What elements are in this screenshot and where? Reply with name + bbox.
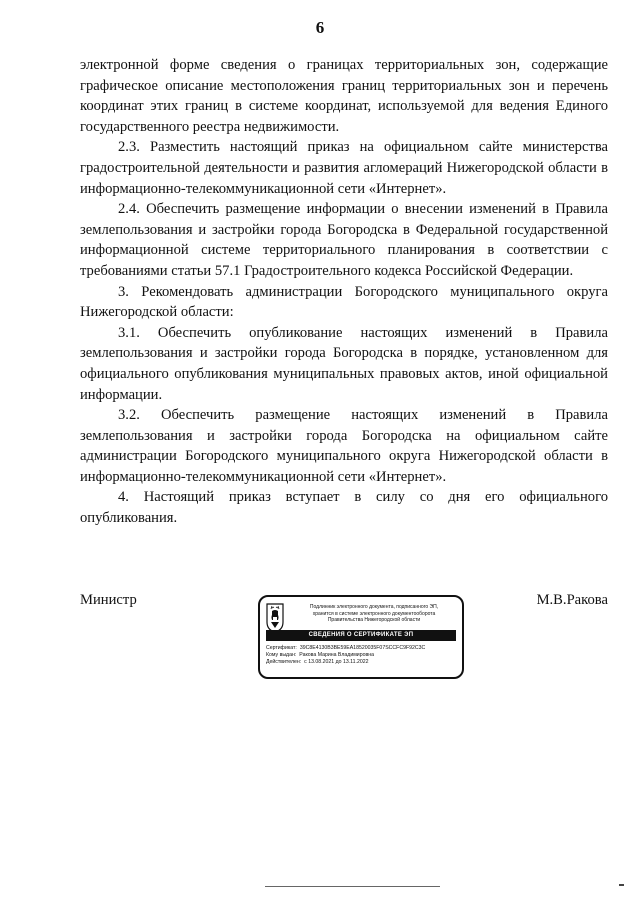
- paragraph-2-4: 2.4. Обеспечить размещение информации о внесении изменений в Правила землепользования и застройки города Богородска в Федеральной государственной информационной системе территориального планирования в соответствии с требованиями статьи 57.1 Градостроительного кодекса Российской Федерации.: [80, 201, 608, 279]
- validity-label: Действителен:: [266, 659, 302, 665]
- stamp-banner: СВЕДЕНИЯ О СЕРТИФИКАТЕ ЭП: [266, 630, 456, 641]
- paragraph-2-3: 2.3. Разместить настоящий приказ на официальном сайте министерства градостроительной деятельности и развития агломераций Нижегородской области в информационно-телекоммуникационной сети «Интернет».: [80, 139, 608, 197]
- validity-row: [266, 659, 458, 666]
- issued-to-row: [266, 652, 458, 659]
- paragraph-3-1: 3.1. Обеспечить опубликование настоящих изменений в Правила землепользования и застройки города Богородска в порядке, установленном для официального опубликования муниципальных правовых актов, иной официальной информации.: [80, 324, 608, 403]
- issued-to-label: Кому выдан:: [266, 652, 297, 658]
- stamp-header-line: Подлинник электронного документа, подписанного ЭП,: [309, 604, 439, 610]
- issued-to-value: Ракова Марина Владимировна: [299, 652, 374, 658]
- stamp-header-line: хранится в системе электронного документооборота: [312, 610, 436, 617]
- stamp-header-line: Правительства Нижегородской области: [327, 617, 421, 623]
- validity-value: с 13.08.2021 до 13.11.2022: [304, 659, 369, 665]
- page-number: 6: [315, 18, 325, 37]
- certificate-value: 39C8E4130B3BE59EA18520035F07SCCFC9F92C3C: [299, 645, 426, 651]
- certificate-row: [266, 645, 458, 652]
- signature-block: [80, 592, 608, 692]
- footer-divider: [265, 886, 440, 887]
- paragraph-3-2: 3.2. Обеспечить размещение настоящих изменений в Правила землепользования и застройки города Богородска на официальном сайте администрации Богородского муниципального округа Нижегородской области в информационно-телекоммуникационной сети «Интернет».: [80, 407, 608, 485]
- document-body: [80, 55, 608, 529]
- paragraph-3: 3. Рекомендовать администрации Богородского муниципального округа Нижегородской области:: [80, 283, 608, 321]
- paragraph-4: 4. Настоящий приказ вступает в силу со дня его официального опубликования.: [80, 489, 608, 527]
- nizhny-novgorod-deer-emblem-icon: [266, 603, 284, 633]
- paragraph-continuation: электронной форме сведения о границах территориальных зон, содержащие графическое описание местоположения границ территориальных зон и перечень координат этих границ в системе координат, используемой для ведения Единого государственного реестра недвижимости.: [80, 57, 608, 135]
- stamp-header: [288, 604, 460, 624]
- electronic-signature-stamp: [258, 595, 464, 679]
- signer-name: М.В.Ракова: [536, 592, 608, 608]
- scan-mark: [619, 884, 624, 886]
- signer-title: Министр: [80, 592, 137, 608]
- certificate-label: Сертификат:: [266, 645, 297, 651]
- stamp-details: [266, 645, 458, 666]
